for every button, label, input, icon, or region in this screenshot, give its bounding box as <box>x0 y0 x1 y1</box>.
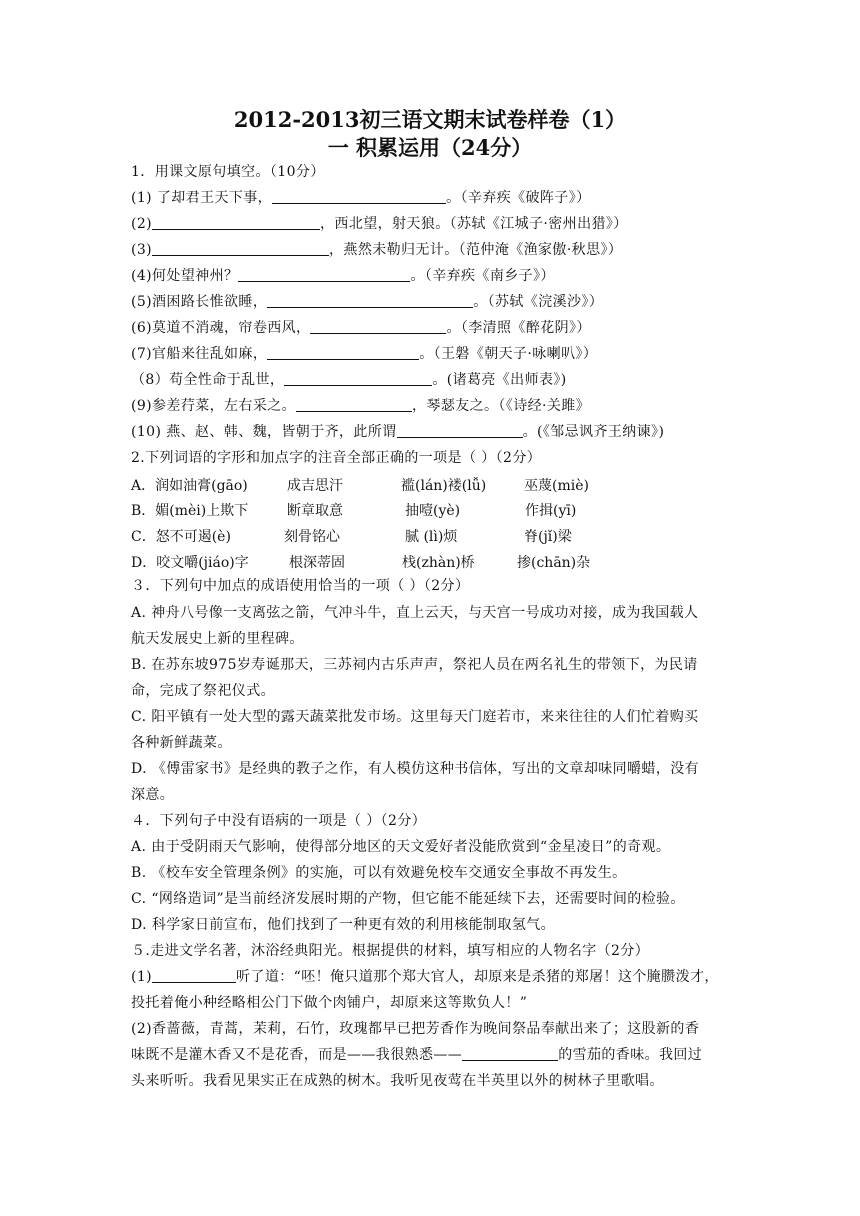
q3-option-a-cont: 航天发展史上新的里程碑。 <box>131 631 304 647</box>
q2-option-c-word2: 刻骨铭心 <box>284 529 340 545</box>
q2-option-a-word1: A．润如油膏(gāo) <box>131 478 248 494</box>
q4-option-a: A. 由于受阴雨天气影响，使得部分地区的天文爱好者没能欣赏到“金星凌日”的奇观。 <box>131 839 671 855</box>
answer-blank[interactable] <box>267 293 473 308</box>
q4-option-b: B. 《校车安全管理条例》的实施，可以有效避免校车交通安全事故不再发生。 <box>131 865 627 881</box>
answer-blank[interactable] <box>152 968 236 983</box>
q2-option-b-word3: 抽噎(yè) <box>405 503 461 519</box>
answer-blank[interactable] <box>310 319 446 334</box>
q2-option-a-word4: 巫蔑(miè) <box>524 478 589 494</box>
q2-option-d-word2: 根深蒂固 <box>289 555 345 571</box>
q5-heading: ５.走进文学名著，沐浴经典阳光。根据提供的材料，填写相应的人物名字（2分） <box>131 943 650 959</box>
answer-blank[interactable] <box>397 423 523 438</box>
section-title: 一 积累运用（24分） <box>327 135 533 160</box>
q3-option-d: D. 《傅雷家书》是经典的教子之作，有人模仿这种书信体，写出的文章却味同嚼蜡，没有 <box>131 761 700 777</box>
q1-item: (1) 了却君王天下事， 。（辛弃疾《破阵子》） <box>131 190 591 206</box>
answer-blank[interactable] <box>462 1046 558 1061</box>
q3-option-c: C. 阳平镇有一处大型的露天蔬菜批发市场。这里每天门庭若市，来来往往的人们忙着购买 <box>131 709 699 725</box>
q1-item: (3) ，燕然未勒归无计。（范仲淹《渔家傲·秋思》） <box>131 242 623 258</box>
q5-part2-end: 头来听听。我看见果实正在成熟的树木。我听见夜莺在半英里以外的树林子里歌唱。 <box>131 1073 664 1089</box>
answer-blank[interactable] <box>267 345 419 360</box>
q4-option-d: D. 科学家日前宣布，他们找到了一种更有效的利用核能制取氢气。 <box>131 917 556 933</box>
answer-blank[interactable] <box>152 215 320 230</box>
q5-part2: (2)香蔷薇，青蒿，茉莉，石竹，玫瑰都早已把芳香作为晚间祭品奉献出来了；这股新的香 <box>131 1021 700 1037</box>
q3-option-d-cont: 深意。 <box>131 787 175 803</box>
q1-item: (9)参差荇菜，左右采之。 ，琴瑟友之。（《诗经·关雎》 <box>131 398 591 414</box>
q1-item: (4)何处望神州？ 。（辛弃疾《南乡子》） <box>131 268 555 284</box>
q5-part2-cont: 味既不是灌木香又不是花香，而是——我很熟悉—— 的雪茄的香味。我回过 <box>131 1047 703 1063</box>
answer-blank[interactable] <box>296 397 412 412</box>
q3-option-a: A. 神舟八号像一支离弦之箭，气冲斗牛，直上云天，与天宫一号成功对接，成为我国载人 <box>131 605 699 621</box>
q2-heading: 2.下列词语的字形和加点字的注音全部正确的一项是（ ）（2分） <box>131 450 542 466</box>
q1-heading: 1．用课文原句填空。（10分） <box>131 164 325 180</box>
q3-option-c-cont: 各种新鲜蔬菜。 <box>131 735 232 751</box>
q2-option-d-word4: 掺(chān)杂 <box>517 555 591 571</box>
q2-option-b-word2: 断章取意 <box>287 503 343 519</box>
q2-option-d-word3: 栈(zhàn)桥 <box>402 555 475 571</box>
q3-option-b: B. 在苏东坡975岁寿诞那天，三苏祠内古乐声声，祭祀人员在两名礼生的带领下，为民请 <box>131 657 698 673</box>
q3-heading: ３．下列句中加点的成语使用恰当的一项（ ）（2分） <box>131 578 470 594</box>
exam-title: 2012-2013初三语文期末试卷样卷（1） <box>233 107 627 132</box>
q4-heading: ４．下列句子中没有语病的一项是（ ）（2分） <box>131 813 427 829</box>
answer-blank[interactable] <box>284 371 432 386</box>
q5-part1-cont: 投托着俺小种经略相公门下做个肉铺户，却原来这等欺负人！” <box>131 995 528 1011</box>
q2-option-c-word1: C．怒不可遏(è) <box>131 529 231 545</box>
q2-option-b-word4: 作揖(yī) <box>525 503 577 519</box>
answer-blank[interactable] <box>152 241 329 256</box>
q1-item: (10) 燕、赵、韩、魏，皆朝于齐，此所谓 。(《邹忌讽齐王纳谏》) <box>131 424 665 440</box>
q2-option-b-word1: B．媚(mèi)上欺下 <box>131 503 249 519</box>
q1-item: (7)官船来往乱如麻， 。（王磐《朝天子·咏喇叭》） <box>131 346 598 362</box>
answer-blank[interactable] <box>238 267 410 282</box>
answer-blank[interactable] <box>272 189 446 204</box>
q3-option-b-cont: 命，完成了祭祀仪式。 <box>131 683 275 699</box>
q5-part1: (1) 听了道：“呸！俺只道那个郑大官人，却原来是杀猪的郑屠！这个腌臜泼才， <box>131 969 719 985</box>
q1-item: （8）苟全性命于乱世， 。(诸葛亮《出师表》) <box>131 372 567 388</box>
q2-option-d-word1: D．咬文嚼(jiáo)字 <box>131 555 249 571</box>
q1-item: (5)酒困路长惟欲睡， 。（苏轼《浣溪沙》） <box>131 294 604 310</box>
q2-option-a-word3: 褴(lán)褛(lǚ) <box>401 478 487 494</box>
q2-option-a-word2: 成吉思汗 <box>287 478 343 494</box>
q1-item: (2) ，西北望，射天狼。（苏轼《江城子·密州出猎》） <box>131 216 628 232</box>
q2-option-c-word4: 脊(jǐ)梁 <box>524 529 572 545</box>
q1-item: (6)莫道不消魂，帘卷西风， 。（李清照《醉花阴》） <box>131 320 591 336</box>
q2-option-c-word3: 腻 (lì)烦 <box>405 529 458 545</box>
q4-option-c: C. “网络造词”是当前经济发展时期的产物，但它能不能延续下去，还需要时间的检验。 <box>131 891 685 907</box>
